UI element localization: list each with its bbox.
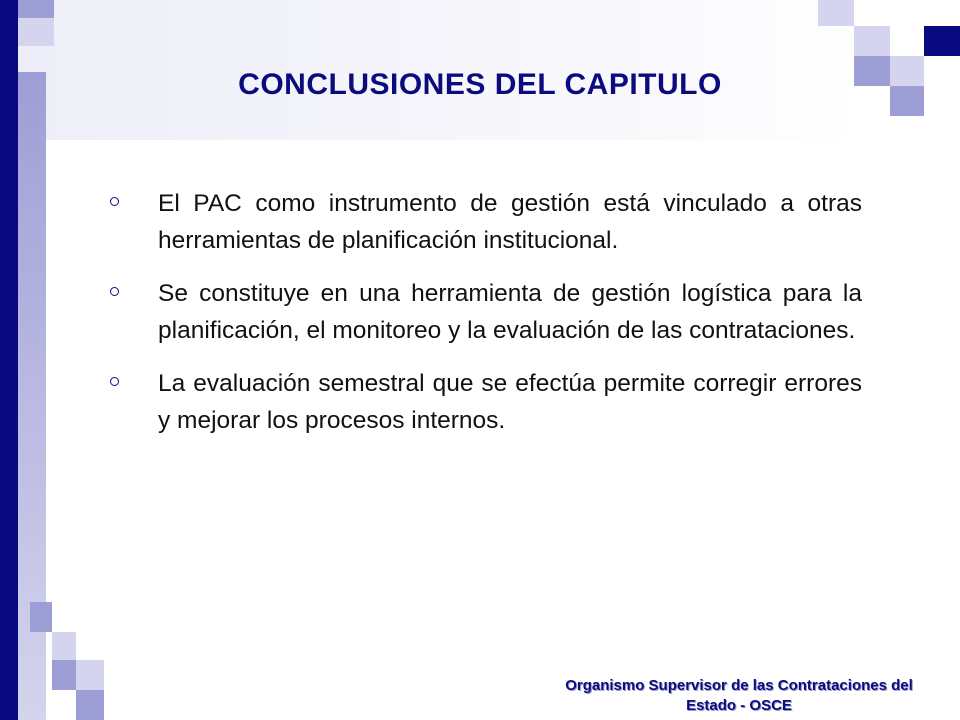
circle-bullet-icon [110, 197, 119, 206]
bullet-item [102, 365, 862, 439]
deco-square [30, 602, 52, 632]
deco-square [818, 0, 854, 26]
deco-square [854, 26, 890, 56]
deco-square [52, 660, 76, 690]
footer-organization [534, 676, 944, 716]
deco-square [52, 632, 76, 660]
footer-line-2: Estado - OSCE [686, 697, 792, 714]
circle-bullet-icon [110, 377, 119, 386]
footer-line-1: Organismo Supervisor de las Contrataciones del [565, 677, 913, 694]
bullet-text: La evaluación semestral que se efectúa permite corregir errores y mejorar los procesos internos. [158, 370, 862, 434]
deco-square [18, 0, 54, 18]
bullet-list [102, 185, 862, 455]
left-accent-bar [0, 0, 18, 720]
bullet-text: Se constituye en una herramienta de gestión logística para la planificación, el monitoreo y la evaluación de las contrataciones. [158, 280, 862, 344]
deco-square [76, 660, 104, 690]
bullet-item [102, 275, 862, 349]
circle-bullet-icon [110, 287, 119, 296]
deco-square [18, 18, 54, 46]
deco-square [76, 690, 104, 720]
slide-title: CONCLUSIONES DEL CAPITULO [238, 68, 722, 101]
deco-square [924, 26, 960, 56]
bullet-text: El PAC como instrumento de gestión está vinculado a otras herramientas de planificación institucional. [158, 190, 862, 254]
bullet-item [102, 185, 862, 259]
